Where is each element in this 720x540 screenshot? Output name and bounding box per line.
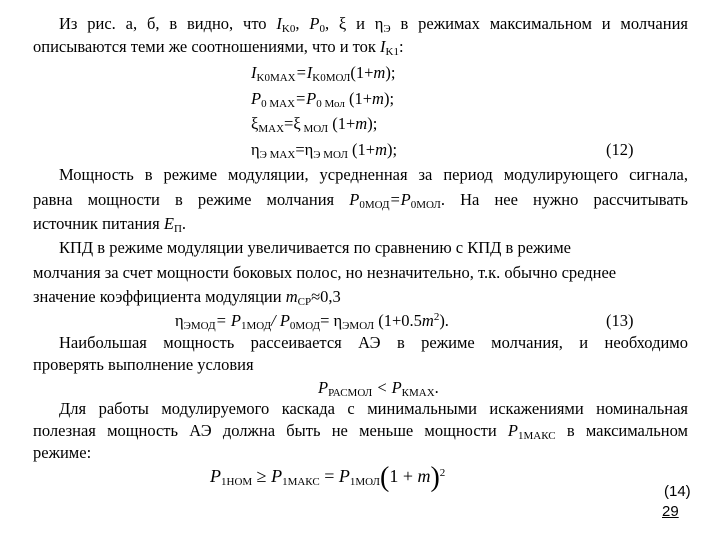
- paragraph-3-line-3: значение коэффициента модуляции $m_{СР}\approx 0,3$: [33, 287, 341, 308]
- paragraph-5-line-3: режиме:: [33, 443, 92, 462]
- paragraph-3-line-1: КПД в режиме модуляции увеличивается по сравнению с КПД в режиме: [59, 238, 572, 257]
- page-number: 29: [662, 503, 679, 520]
- equation-12-line-2: $P_{0 МАХ}=P_{0 Мол}$ (1+m);: [251, 89, 395, 110]
- equation-12-line-1: $I_{K0MAX}=I_{K0МОЛ}(1+m)$;: [251, 63, 396, 84]
- paragraph-1-line-1: Из рис. а, б, в видно, что $I_{K0}$, $P_0$, ξ и $\eta_Э$ в режимах максимальном и молчания: [59, 14, 688, 35]
- equation-13-number: (13): [606, 311, 634, 330]
- equation-12-line-4: $\eta_{Э МАХ}=\eta_{Э МОЛ}$ (1+m);: [251, 140, 398, 161]
- condition-formula: $P_{РАСМОЛ} < P_{КМАХ}$.: [318, 378, 439, 399]
- paragraph-2-line-2: равна мощности в режиме молчания $P_{0МОД}=P_{0МОЛ}$. На нее нужно рассчитывать: [33, 190, 688, 211]
- equation-13: $\eta_{ЭМОД}= P_{1МОД}/$ $P_{0МОД}= \eta_{ЭМОЛ}$ $(1+0.5m^2)$.: [175, 311, 449, 332]
- equation-14: $P_{1НОМ} \ge P_{1МАКС} = P_{1МОЛ}(1 + m)^2$: [210, 462, 446, 493]
- paragraph-3-line-2: молчания за счет мощности боковых полос, но незначительно, т.к. обычно среднее: [33, 263, 617, 282]
- paragraph-4-line-2: проверять выполнение условия: [33, 355, 254, 374]
- equation-12-number: (12): [606, 140, 634, 159]
- equation-12-line-3: $\xi_{МАХ}=\xi$ $_{МОЛ}$ (1+m);: [251, 114, 378, 135]
- paragraph-2-line-1: Мощность в режиме модуляции, усредненная за период модулирующего сигнала,: [59, 165, 688, 184]
- paragraph-4-line-1: Наибольшая мощность рассеивается АЭ в режиме молчания, и необходимо: [59, 333, 688, 352]
- paragraph-5-line-1: Для работы модулируемого каскада с минимальными искажениями номинальная: [59, 399, 688, 418]
- paragraph-2-line-3: источник питания $E_П$.: [33, 214, 187, 235]
- equation-14-number: (14): [664, 483, 691, 500]
- paragraph-1-line-2: описываются теми же соотношениями, что и ток $I_{K1}$:: [33, 37, 404, 58]
- paragraph-5-line-2: полезная мощность АЭ должна быть не меньше мощности $P_{1МАКС}$ в максимальном: [33, 421, 688, 442]
